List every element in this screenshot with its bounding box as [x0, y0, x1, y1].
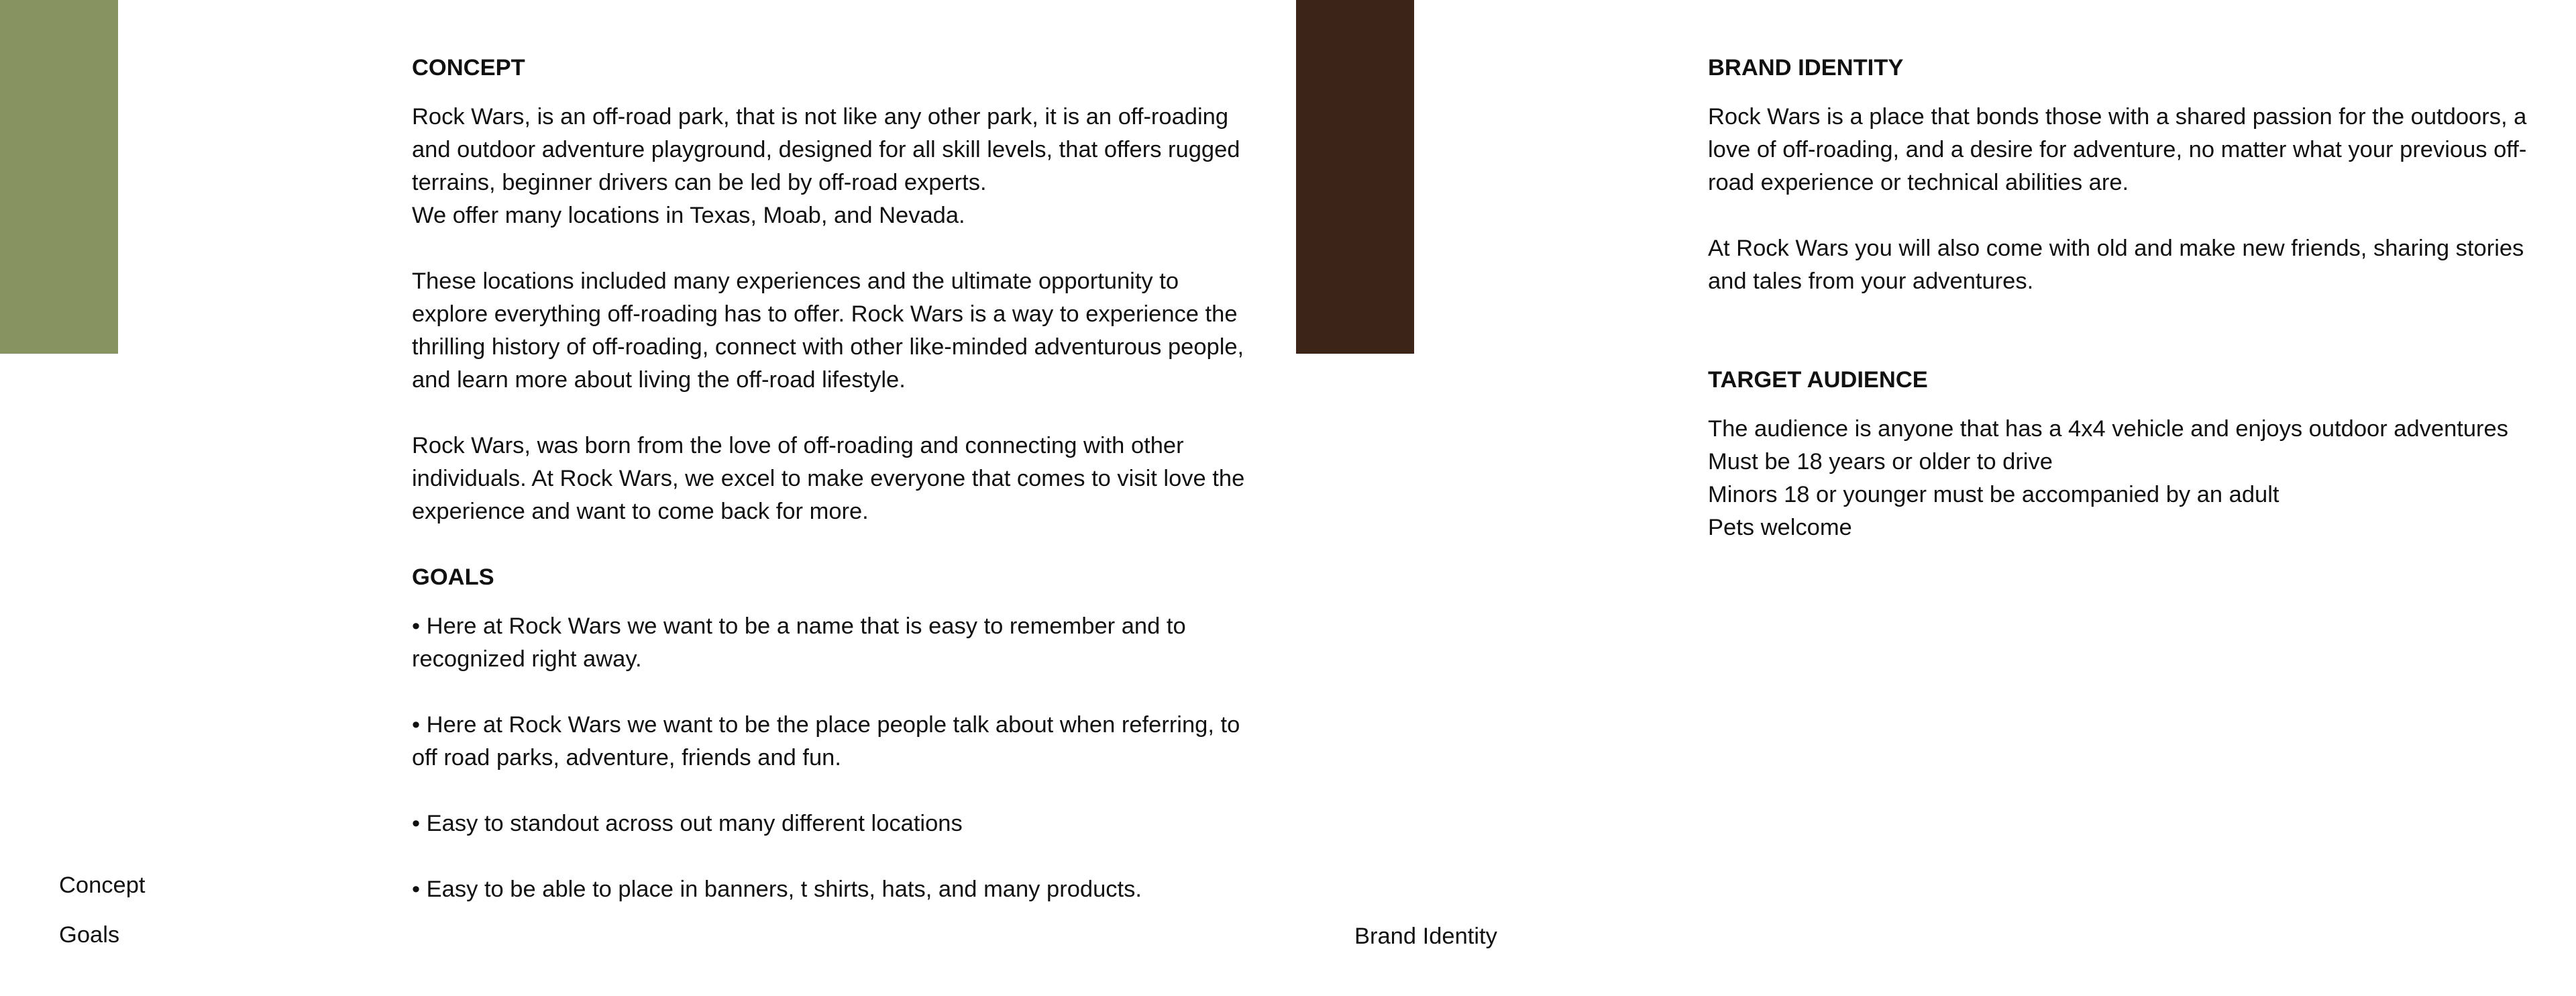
target-audience-section: [1708, 364, 2560, 544]
goal-item: • Here at Rock Wars we want to be a name that is easy to remember and to recognized right away.: [412, 613, 1186, 672]
target-audience-text: The audience is anyone that has a 4x4 vehicle and enjoys outdoor adventures Must be 18 years or older to drive Minors 18 or younger must be accompanied by an adult Pets welcome: [1708, 416, 2508, 540]
concept-paragraph: Rock Wars, was born from the love of off-roading and connecting with other individuals. At Rock Wars, we excel to make everyone that comes to visit love the experience and want to come back for more.: [412, 433, 1245, 524]
brand-audience-column: [1708, 52, 2560, 544]
goal-item: • Easy to be able to place in banners, t shirts, hats, and many products.: [412, 877, 1142, 902]
brand-identity-paragraph: At Rock Wars you will also come with old and make new friends, sharing stories and tales from your adventures.: [1708, 236, 2524, 294]
concept-goals-column: [412, 52, 1257, 906]
concept-section: [412, 52, 1257, 528]
goal-item: • Easy to standout across out many different locations: [412, 811, 963, 836]
target-audience-heading: TARGET AUDIENCE: [1708, 367, 1928, 393]
brown-color-swatch: [1296, 0, 1414, 354]
green-color-swatch: [0, 0, 118, 354]
brand-identity-heading: BRAND IDENTITY: [1708, 55, 1904, 81]
nav-link-brand-identity[interactable]: Brand Identity: [1354, 924, 1497, 949]
concept-paragraph: Rock Wars, is an off-road park, that is not like any other park, it is an off-roading and outdoor adventure playground, designed for all skill levels, that offers rugged terrains, beginner drivers can be led by off-road experts. We offer many locations in Texas, Moab, and Nevada.: [412, 104, 1240, 228]
goals-heading: GOALS: [412, 564, 494, 590]
nav-link-concept[interactable]: Concept: [59, 873, 146, 898]
brand-identity-section: [1708, 52, 2560, 298]
nav-link-goals[interactable]: Goals: [59, 922, 120, 948]
goals-section: [412, 561, 1257, 906]
concept-paragraph: These locations included many experiences and the ultimate opportunity to explore everything off-roading has to offer. Rock Wars is a way to experience the thrilling history of off-roading, connect with other like-minded adventurous people, and learn more about living the off-road lifestyle.: [412, 268, 1244, 393]
concept-heading: CONCEPT: [412, 55, 525, 81]
goal-item: • Here at Rock Wars we want to be the place people talk about when referring, to off road parks, adventure, friends and fun.: [412, 712, 1240, 770]
brand-identity-paragraph: Rock Wars is a place that bonds those with a shared passion for the outdoors, a love of off-roading, and a desire for adventure, no matter what your previous off- road experience or technical abilities are.: [1708, 104, 2527, 195]
